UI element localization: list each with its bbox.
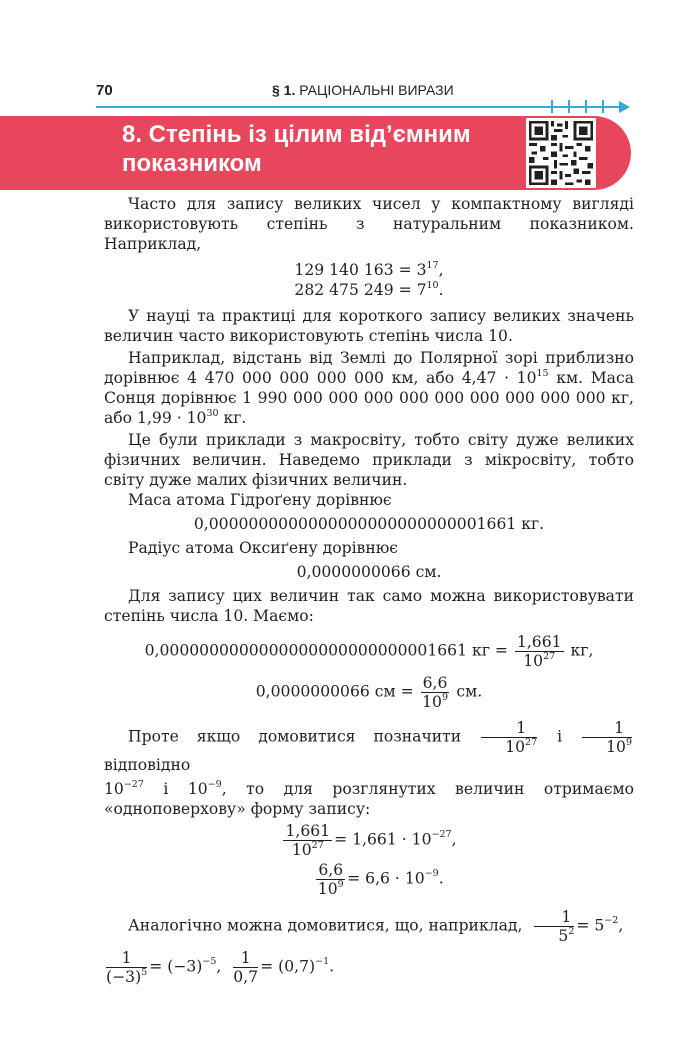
numerator: 1 <box>534 909 574 927</box>
equation: 0,0000000066 см. <box>296 563 442 581</box>
exponent: 15 <box>536 367 549 379</box>
denominator <box>283 841 332 858</box>
exponent: −2 <box>604 915 619 927</box>
ruler-tick <box>602 100 604 113</box>
numerator: 1,661 <box>285 822 331 840</box>
paragraph: Маса атома Гідроґену дорівнює <box>128 491 392 509</box>
formula <box>104 634 634 669</box>
base: (−3) <box>106 968 142 986</box>
paragraph <box>104 348 634 428</box>
base: 10 <box>317 880 338 898</box>
ruler-tick <box>551 100 553 113</box>
paragraph: Радіус атома Оксиґену дорівнює <box>128 539 399 557</box>
numerator: 1 <box>481 720 537 738</box>
denominator <box>534 927 574 944</box>
section-title: РАЦІОНАЛЬНІ ВИРАЗИ <box>299 82 454 98</box>
paragraph-text: відповідно <box>104 756 191 774</box>
paragraph <box>104 779 634 819</box>
paragraph: Для запису цих величин так само можна використовувати степінь числа 10. Маємо: <box>104 587 634 625</box>
formula-right: = 5 <box>576 916 605 935</box>
header-rule <box>96 106 619 108</box>
exponent: 9 <box>337 878 344 890</box>
paragraph: Це були приклади з макросвіту, тобто світу дуже великих фізичних величин. Наведемо приклади з мікросвіту, тобто світу дуже малих фізичних величин. <box>104 431 634 489</box>
exponent: −27 <box>431 829 452 841</box>
formula-right: = 1,661 · 10 <box>334 830 432 849</box>
exponent: 2 <box>568 925 575 937</box>
exponent: 27 <box>525 736 538 748</box>
numerator: 6,6 <box>318 861 344 879</box>
denominator: 0,7 <box>233 968 259 986</box>
exponent: 27 <box>543 650 556 662</box>
exponent: 27 <box>311 839 324 851</box>
exponent: 9 <box>441 691 448 703</box>
exponent: 5 <box>141 966 148 978</box>
paragraph-text: км. Маса Сонця дорівнює 1 990 000 000 000 000 000 000 000 000 000 кг, або 1,99 · 10 <box>104 369 634 427</box>
exponent: 9 <box>625 736 632 748</box>
base: 10 <box>291 841 312 859</box>
exponent: 17 <box>426 259 439 271</box>
exponent: 10 <box>426 279 439 291</box>
page-title <box>122 120 502 178</box>
formula <box>104 823 634 858</box>
paragraph-text: і 10 <box>143 780 208 798</box>
numerator: 6,6 <box>422 674 448 692</box>
numerator: 1,661 <box>516 633 562 651</box>
conjunction: і <box>557 727 563 746</box>
base: 10 <box>422 693 442 711</box>
denominator <box>421 693 450 710</box>
paragraph-text: 10 <box>104 780 124 798</box>
equation-text: 282 475 249 = 7 <box>294 281 427 299</box>
exponent: −5 <box>202 956 217 968</box>
fraction <box>534 909 574 944</box>
paragraph-text: , то для розглянутих величин отримаємо «одноповерхову» форму запису: <box>104 780 634 818</box>
equation-end: , <box>438 261 444 279</box>
fraction <box>421 675 450 710</box>
equation: 0,0000000000000000000000000001661 кг. <box>193 515 545 533</box>
section-label: § 1. <box>272 82 296 98</box>
paragraph-text: кг. <box>218 409 247 427</box>
formula-end: , <box>451 830 457 849</box>
page-header <box>96 80 636 104</box>
formula-right: = (−3) <box>149 957 203 976</box>
formula-right: кг, <box>570 641 594 660</box>
formula-left: 0,0000000000000000000000000001661 кг = <box>144 641 508 660</box>
qr-code-icon[interactable] <box>526 118 596 188</box>
base: 5 <box>558 927 569 945</box>
exponent: 30 <box>206 407 219 419</box>
denominator <box>515 652 564 669</box>
paragraph <box>104 720 634 775</box>
formula <box>104 950 634 985</box>
formula-right: см. <box>456 682 483 701</box>
exponent: −9 <box>207 778 222 790</box>
base: 10 <box>505 738 526 756</box>
formula-end: . <box>438 869 444 888</box>
equation-end: . <box>438 281 444 299</box>
formula-right: = (0,7) <box>260 957 316 976</box>
fraction <box>582 720 632 755</box>
paragraph: Часто для запису великих чисел у компактному вигляді використовують степінь з натуральним показником. Наприклад, <box>104 195 634 253</box>
title-line-2: показником <box>122 150 262 177</box>
formula <box>104 862 634 897</box>
ruler-tick <box>585 100 587 113</box>
ruler-tick <box>568 100 570 113</box>
fraction <box>233 950 258 985</box>
denominator <box>582 738 632 755</box>
arrow-right-icon <box>619 101 630 113</box>
denominator <box>316 880 345 897</box>
title-line-1: 8. Степінь із цілим від’ємним <box>122 121 471 148</box>
equation <box>104 260 634 280</box>
paragraph: У науці та практиці для короткого запису великих значень величин часто використовують степінь числа 10. <box>104 307 634 345</box>
denominator <box>106 968 147 985</box>
paragraph-text: Проте якщо домовитися позначити <box>128 727 462 746</box>
equation-text: 129 140 163 = 3 <box>294 261 427 279</box>
denominator <box>481 738 537 755</box>
formula <box>104 675 634 710</box>
formula-left: 0,0000000066 см = <box>255 682 414 701</box>
exponent: −1 <box>315 956 330 968</box>
fraction <box>283 823 332 858</box>
paragraph-text: Наприклад, відстань від Землі до Полярної зорі приблизно дорівнює 4 470 000 000 000 000 км, або 4,47 · 10 <box>104 349 634 387</box>
numerator: 1 <box>582 720 632 738</box>
base: 10 <box>606 738 626 756</box>
formula-end: , <box>618 916 624 935</box>
fraction <box>316 862 345 897</box>
numerator: 1 <box>106 950 147 968</box>
exponent: −27 <box>123 778 144 790</box>
fraction <box>106 950 147 985</box>
paragraph <box>104 909 634 944</box>
exponent: −9 <box>424 868 439 880</box>
fraction <box>481 720 537 755</box>
formula-right: = 6,6 · 10 <box>347 869 425 888</box>
formula-end: , <box>216 957 222 976</box>
fraction <box>515 634 564 669</box>
page-number: 70 <box>96 82 113 99</box>
section-heading <box>272 82 454 98</box>
numerator: 1 <box>233 950 258 968</box>
formula-end: . <box>329 957 335 976</box>
body-text <box>104 194 634 985</box>
base: 10 <box>523 652 544 670</box>
paragraph-text: Аналогічно можна домовитися, що, наприклад, <box>128 916 523 935</box>
equation <box>104 280 634 300</box>
